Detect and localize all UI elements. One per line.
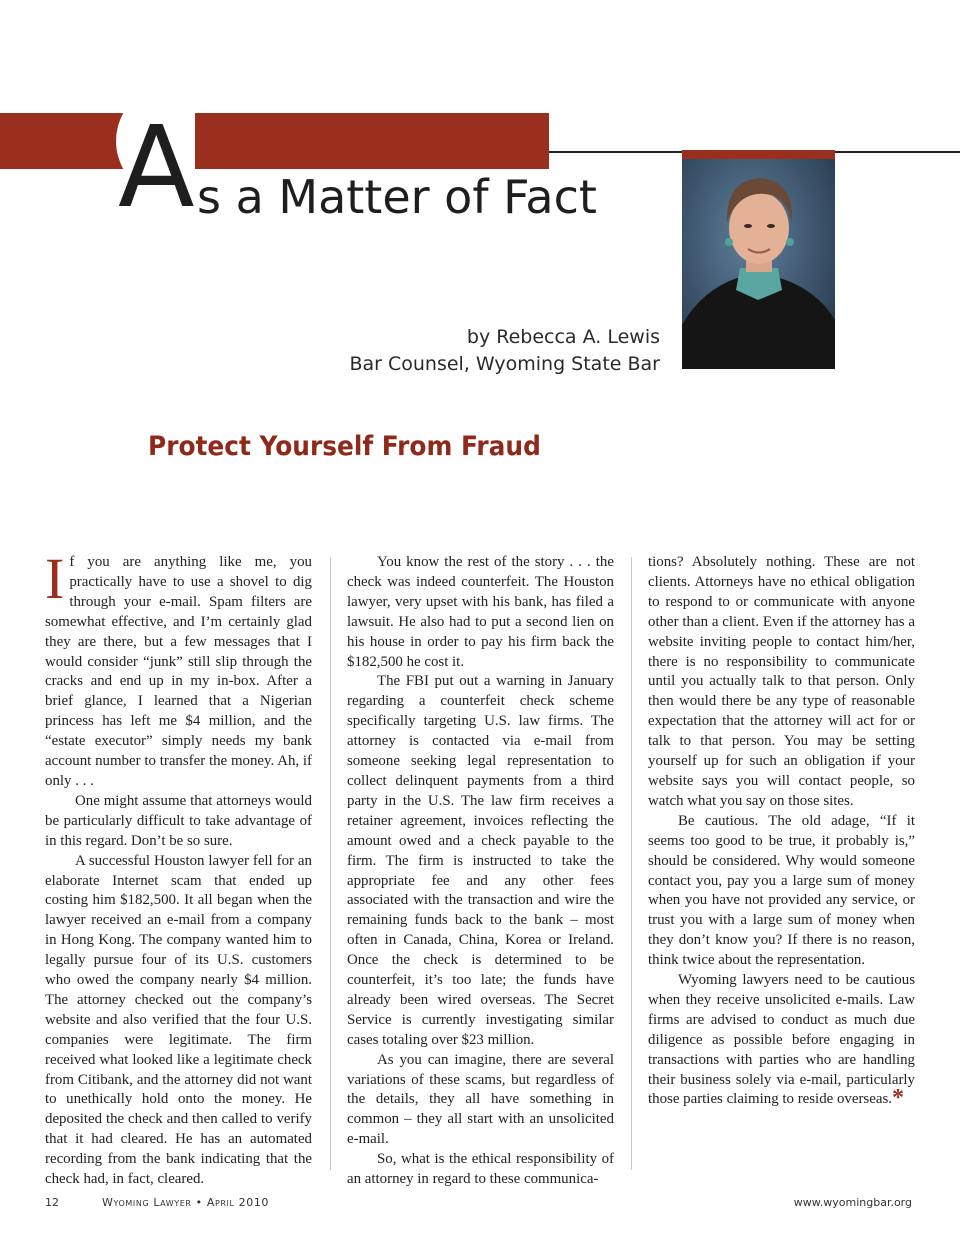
article-column-1: [45, 546, 312, 1190]
footer-url[interactable]: www.wyomingbar.org: [793, 1196, 912, 1209]
column-title: s a Matter of Fact: [197, 170, 597, 224]
header-band: [195, 113, 549, 169]
column-divider: [631, 557, 632, 1170]
article-column-2: [347, 553, 614, 1190]
byline-position: Bar Counsel, Wyoming State Bar: [349, 353, 660, 375]
article-paragraph: One might assume that attorneys would be particularly difficult to take advantage of in this regard. Don’t be so sure.: [45, 792, 312, 849]
article-column-3: [648, 553, 915, 1110]
article-paragraph: A successful Houston lawyer fell for an elaborate Internet scam that ended up costing him $182,500. It all began when the lawyer received an e-mail from a company in Hong Kong. The company wanted him to legally pursue four of its U.S. customers who owed the company nearly $4 million. The attorney checked out the company’s website and also verified that the four U.S. companies were legitimate. The firm received what looked like a legitimate check from Citibank, and the attorney did not want to unethically hold onto the money. He deposited the check and then called to verify that it had cleared. He has an automated recording from the bank indicating that the check had, in fact, cleared.: [45, 852, 312, 1188]
article-paragraph: As you can imagine, there are several variations of these scams, but regardless of the details, they all have something in common – they all start with an unsolicited e-mail.: [347, 1051, 614, 1148]
column-divider: [330, 557, 331, 1170]
article-paragraph: Wyoming lawyers need to be cautious when they receive unsolicited e-mails. Law firms are advised to conduct as much due diligence as possible before engaging in transactions with parties who are handling their business solely via e-mail, particularly those parties claiming to reside overseas.*: [648, 972, 915, 1112]
article-paragraph: If you are anything like me, you practically have to use a shovel to dig through your e-mail. Spam filters are somewhat effective, and I’m certainly glad they are there, but a few messages that I would consider “junk” still slip through the cracks and end up in my in-box. After a brief glance, I learned that a Nigerian princess has left me $4 million, and the “estate executor” simply needs my bank account number to transfer the money. Ah, if only . . .: [45, 546, 312, 789]
article-headline: Protect Yourself From Fraud: [148, 431, 541, 462]
article-paragraph: The FBI put out a warning in January regarding a counterfeit check scheme specifically targeting U.S. law firms. The attorney is contacted via e-mail from someone seeking legal representation to collect delinquent payments from a third party in the U.S. The law firm receives a retainer agreement, invoices reflecting the amount owed and a check payable to the firm. The firm is instructed to take the appropriate fee and any other fees associated with the transaction and wire the remaining funds back to the bank – most often in Canada, China, Korea or Ireland. Once the check is determined to be counterfeit, it’s too late; the funds have already been wired overseas. The Secret Service is currently investigating similar cases totaling over $23 million.: [347, 673, 614, 1048]
end-mark-icon: *: [891, 1085, 904, 1112]
publication-info: Wyoming Lawyer • April 2010: [102, 1196, 270, 1209]
column-title-initial: A: [118, 103, 193, 233]
article-paragraph: Be cautious. The old adage, “If it seems too good to be true, it probably is,” should be considered. Why would someone contact you, pay you a large sum of money when you have not provided any service, or trust you with a large sum of money when they don’t know you? If there is no reason, think twice about the representation.: [648, 812, 915, 969]
portrait-accent-bar: [682, 150, 835, 159]
byline-author: by Rebecca A. Lewis: [466, 326, 660, 348]
article-paragraph: So, what is the ethical responsibility of an attorney in regard to these communica-: [347, 1151, 614, 1188]
drop-cap: I: [45, 546, 65, 611]
author-portrait: [682, 150, 835, 369]
article-paragraph: You know the rest of the story . . . the check was indeed counterfeit. The Houston lawyer, very upset with his bank, has filed a lawsuit. He also had to put a second lien on his house in order to pay his firm back the $182,500 he cost it.: [347, 554, 614, 670]
page-number: 12: [45, 1196, 59, 1209]
byline: [349, 324, 660, 378]
article-paragraph: tions? Absolutely nothing. These are not clients. Attorneys have no ethical obligation to respond to or communicate with anyone other than a client. Even if the attorney has a website inviting people to contact him/her, there is no responsibility to communicate until you actually talk to that person. Only then would there be any type of reasonable expectation that the attorney will act for or talk to that person. You may be setting yourself up for such an obligation if your website says you will contact people, so watch what you say on those sites.: [648, 554, 915, 809]
